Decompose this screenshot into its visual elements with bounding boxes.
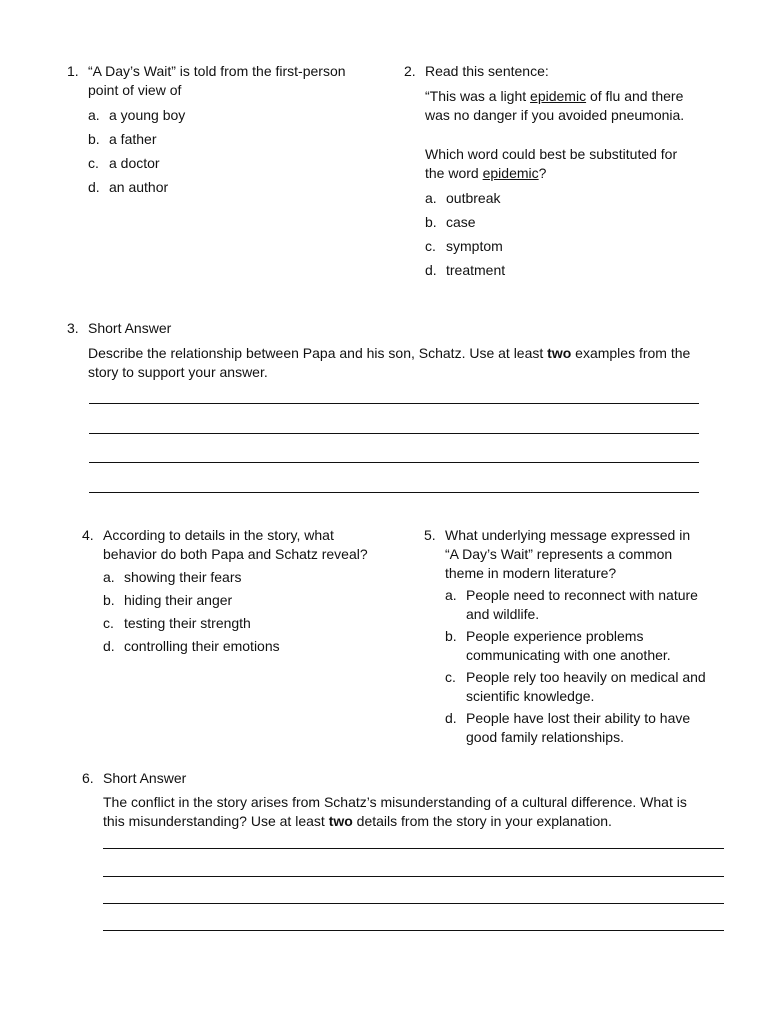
answer-option[interactable] <box>88 154 367 173</box>
answer-option[interactable] <box>425 261 704 280</box>
option-letter: a. <box>88 107 100 123</box>
answer-option[interactable] <box>425 189 704 208</box>
option-letter: b. <box>103 592 115 608</box>
question-text: What underlying message expressed in “A Day’s Wait” represents a common theme in modern literature? <box>445 527 691 581</box>
question-number: 3. <box>67 320 79 336</box>
option-text: an author <box>109 179 169 195</box>
option-text: People experience problems communicating with one another. <box>466 628 671 663</box>
question-number: 2. <box>404 63 416 79</box>
option-letter: c. <box>425 238 436 254</box>
option-text: symptom <box>446 238 503 254</box>
question-prompt: Which word could best be substituted for the word epidemic? <box>425 146 678 181</box>
option-text: a young boy <box>109 107 186 123</box>
quoted-sentence: “This was a light epidemic of flu and there was no danger if you avoided pneumonia. <box>425 88 685 123</box>
underlined-word: epidemic <box>530 88 587 104</box>
option-text: showing their fears <box>124 569 242 585</box>
option-text: treatment <box>446 262 506 278</box>
answer-line[interactable] <box>89 403 699 404</box>
answer-option[interactable] <box>88 130 367 149</box>
option-text: testing their strength <box>124 615 251 631</box>
answer-option[interactable] <box>103 591 382 610</box>
option-letter: d. <box>103 638 115 654</box>
answer-line[interactable] <box>103 848 724 849</box>
option-text: a doctor <box>109 155 160 171</box>
option-letter: d. <box>425 262 437 278</box>
option-text: a father <box>109 131 157 147</box>
option-letter: c. <box>445 669 456 685</box>
option-letter: c. <box>88 155 99 171</box>
option-letter: a. <box>103 569 115 585</box>
answer-option[interactable] <box>88 178 367 197</box>
option-letter: a. <box>425 190 437 206</box>
answer-option[interactable] <box>445 709 724 747</box>
option-letter: b. <box>425 214 437 230</box>
option-text: controlling their emotions <box>124 638 280 654</box>
answer-option[interactable] <box>425 213 704 232</box>
question-text: Describe the relationship between Papa and his son, Schatz. Use at least two examples from the story to support your answer. <box>88 345 691 380</box>
question-4 <box>82 526 382 656</box>
option-text: case <box>446 214 476 230</box>
emphasis-word: two <box>547 345 572 361</box>
question-number: 4. <box>82 527 94 543</box>
answer-option[interactable] <box>445 586 724 624</box>
option-text: People rely too heavily on medical and scientific knowledge. <box>466 669 706 704</box>
question-text: According to details in the story, what behavior do both Papa and Schatz reveal? <box>103 527 368 562</box>
option-letter: d. <box>88 179 100 195</box>
option-letter: d. <box>445 710 457 726</box>
question-1 <box>67 62 367 197</box>
answer-line[interactable] <box>89 492 699 493</box>
answer-line[interactable] <box>103 876 724 877</box>
question-number: 1. <box>67 63 79 79</box>
question-text: The conflict in the story arises from Schatz’s misunderstanding of a cultural difference. What is this misunderstanding? Use at least two details from the story in your explanation. <box>103 794 687 829</box>
answer-option[interactable] <box>445 627 724 665</box>
answer-option[interactable] <box>445 668 724 706</box>
answer-option[interactable] <box>103 568 382 587</box>
answer-option[interactable] <box>425 237 704 256</box>
answer-option[interactable] <box>88 106 367 125</box>
option-letter: b. <box>445 628 457 644</box>
answer-line[interactable] <box>89 433 699 434</box>
question-number: 5. <box>424 527 436 543</box>
option-text: hiding their anger <box>124 592 233 608</box>
option-text: outbreak <box>446 190 501 206</box>
question-heading: Short Answer <box>88 320 172 336</box>
answer-option[interactable] <box>103 637 382 656</box>
question-5 <box>424 526 724 747</box>
option-letter: b. <box>88 131 100 147</box>
option-letter: c. <box>103 615 114 631</box>
question-heading: Short Answer <box>103 770 187 786</box>
underlined-word: epidemic <box>482 165 539 181</box>
answer-option[interactable] <box>103 614 382 633</box>
question-2 <box>404 62 704 280</box>
answer-line[interactable] <box>89 462 699 463</box>
emphasis-word: two <box>328 813 353 829</box>
option-text: People have lost their ability to have good family relationships. <box>466 710 691 745</box>
option-text: People need to reconnect with nature and wildlife. <box>466 587 698 622</box>
question-number: 6. <box>82 770 94 786</box>
option-letter: a. <box>445 587 457 603</box>
answer-line[interactable] <box>103 930 724 931</box>
question-6 <box>82 769 732 831</box>
answer-line[interactable] <box>103 903 724 904</box>
question-intro: Read this sentence: <box>425 63 549 79</box>
question-3 <box>67 319 707 382</box>
question-text: “A Day’s Wait” is told from the first-person point of view of <box>88 63 346 98</box>
